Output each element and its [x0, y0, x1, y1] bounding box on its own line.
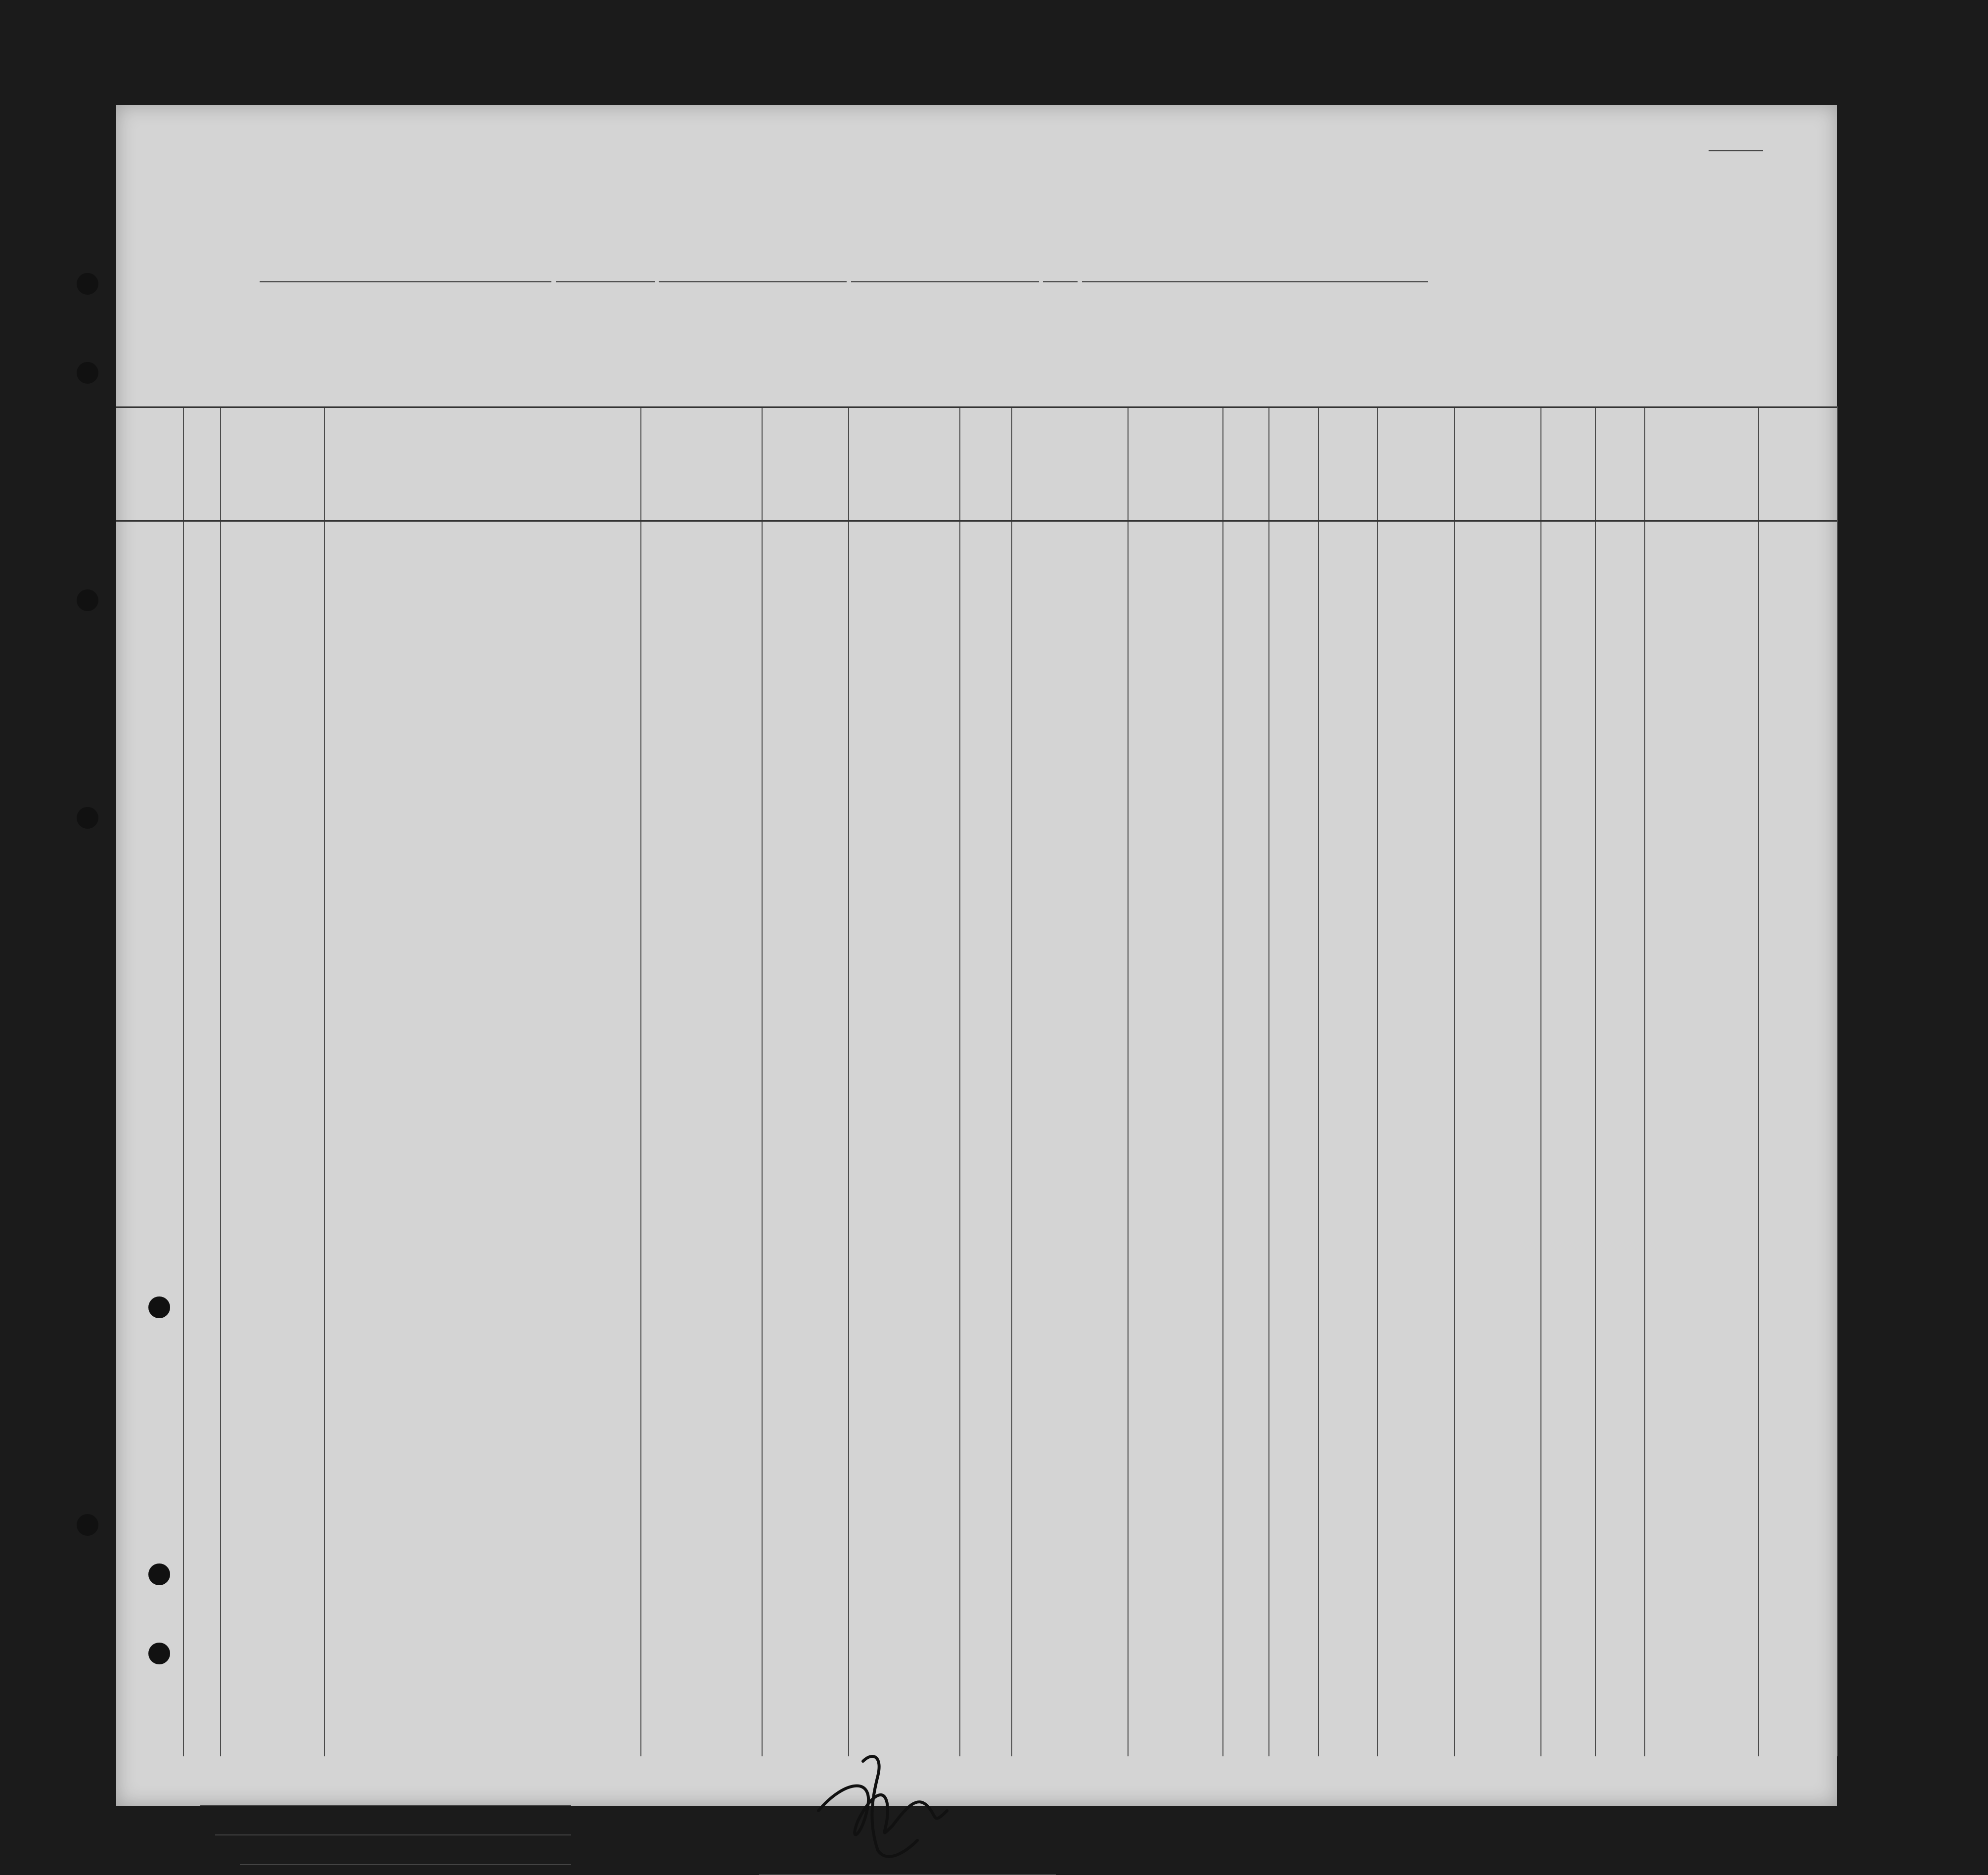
sheet-number-field [1709, 139, 1763, 155]
column-divider [762, 406, 763, 1756]
column-divider [1128, 406, 1129, 1756]
column-divider [959, 406, 960, 1756]
vessel-line [260, 268, 1428, 287]
column-divider [183, 406, 184, 1756]
column-divider [1222, 406, 1223, 1756]
binder-hole [77, 807, 98, 829]
column-divider [1644, 406, 1645, 1756]
column-divider [848, 406, 849, 1756]
column-divider [1318, 406, 1319, 1756]
inspector-signature [804, 1751, 992, 1865]
crew-table [116, 406, 1837, 1756]
manifest-sheet [116, 105, 1837, 1806]
column-divider [1454, 406, 1455, 1756]
column-divider [1377, 406, 1378, 1756]
column-divider [1758, 406, 1759, 1756]
column-divider [1595, 406, 1596, 1756]
column-divider [220, 406, 221, 1756]
table-top-rule [116, 406, 1837, 408]
column-divider [1540, 406, 1541, 1756]
column-divider [324, 406, 325, 1756]
column-divider [1268, 406, 1269, 1756]
binder-hole [77, 362, 98, 384]
binder-hole [77, 1514, 98, 1536]
column-divider [640, 406, 641, 1756]
header-bottom-rule [116, 520, 1837, 522]
column-divider [1011, 406, 1012, 1756]
binder-hole [77, 589, 98, 611]
binder-hole [77, 273, 98, 295]
sheet-number-value [1709, 150, 1763, 151]
column-divider [1837, 406, 1838, 1756]
